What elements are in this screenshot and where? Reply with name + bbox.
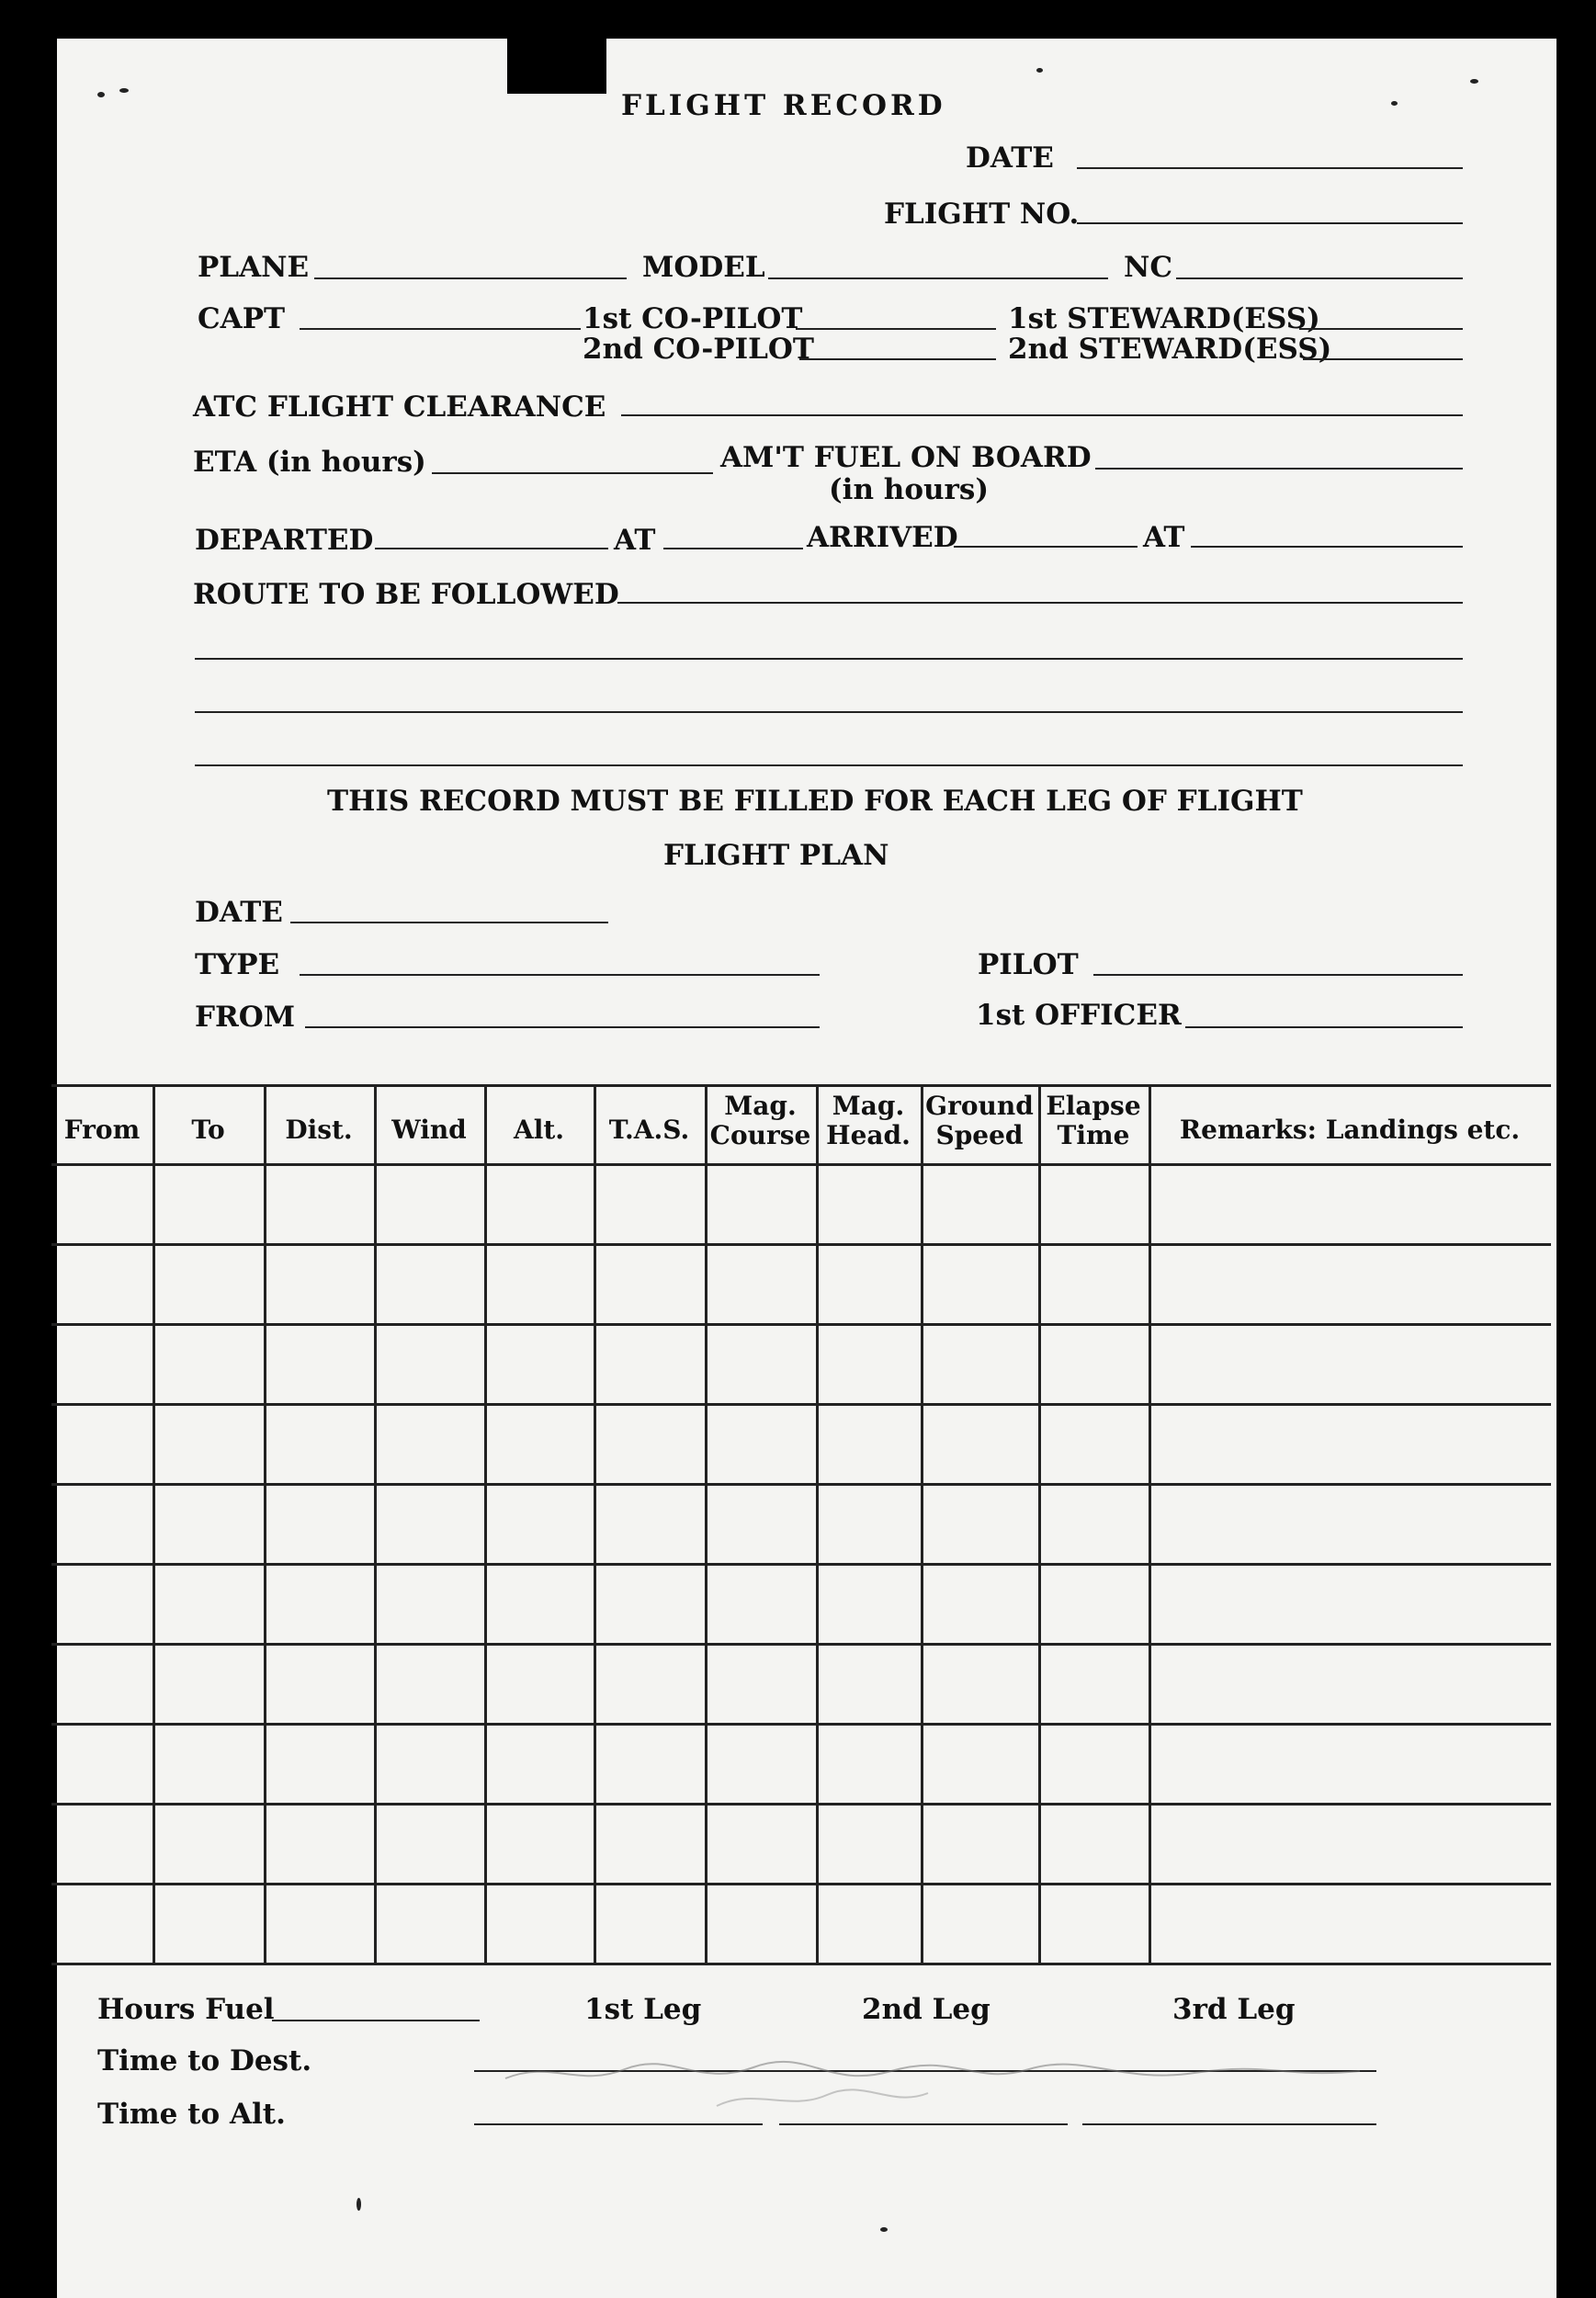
plane-field[interactable] (314, 277, 627, 279)
table-cell[interactable] (51, 1803, 153, 1883)
table-cell[interactable] (484, 1803, 594, 1883)
table-cell[interactable] (816, 1563, 921, 1643)
table-header-line: Elapse (1046, 1091, 1141, 1121)
table-header-cell (264, 1115, 374, 1145)
table-cell[interactable] (374, 1563, 484, 1643)
table-cell[interactable] (153, 1723, 264, 1803)
table-cell[interactable] (51, 1403, 153, 1483)
table-cell[interactable] (51, 1243, 153, 1323)
table-header-cell (921, 1092, 1038, 1150)
route-field-1[interactable] (617, 602, 1463, 604)
table-cell[interactable] (816, 1643, 921, 1723)
hours-fuel-label: Hours Fuel (97, 1993, 275, 2026)
table-cell[interactable] (816, 1803, 921, 1883)
table-header-cell (153, 1115, 264, 1145)
table-cell[interactable] (374, 1643, 484, 1723)
table-cell[interactable] (1149, 1243, 1551, 1323)
table-cell[interactable] (1149, 1563, 1551, 1643)
table-cell[interactable] (264, 1483, 374, 1563)
steward2-field[interactable] (1303, 358, 1463, 360)
handwritten-scribble (496, 2051, 1378, 2115)
copilot1-field[interactable] (796, 328, 996, 330)
table-cell[interactable] (484, 1243, 594, 1323)
table-cell[interactable] (374, 1323, 484, 1403)
departed-field[interactable] (375, 548, 608, 549)
table-header-line: To (191, 1115, 225, 1145)
table-cell[interactable] (51, 1483, 153, 1563)
table-header-cell (705, 1092, 816, 1150)
table-cell[interactable] (921, 1403, 1038, 1483)
table-cell[interactable] (594, 1243, 705, 1323)
plan-from-label: FROM (195, 1001, 296, 1034)
table-cell[interactable] (264, 1323, 374, 1403)
capt-label: CAPT (198, 302, 286, 335)
table-cell[interactable] (51, 1883, 153, 1963)
table-cell[interactable] (1038, 1803, 1149, 1883)
plan-pilot-label: PILOT (978, 948, 1079, 981)
table-cell[interactable] (705, 1803, 816, 1883)
fuel-sub-label: (in hours) (829, 473, 989, 506)
plan-pilot-field[interactable] (1093, 974, 1463, 976)
plan-from-field[interactable] (305, 1026, 820, 1028)
table-cell[interactable] (1038, 1403, 1149, 1483)
table-cell[interactable] (816, 1243, 921, 1323)
atc-field[interactable] (621, 414, 1463, 416)
route-field-2[interactable] (195, 658, 1463, 660)
table-row-divider (51, 1963, 1551, 1965)
route-field-3[interactable] (195, 711, 1463, 713)
table-cell[interactable] (264, 1563, 374, 1643)
flight-plan-title: FLIGHT PLAN (663, 839, 889, 872)
table-cell[interactable] (1038, 1643, 1149, 1723)
departed-label: DEPARTED (195, 524, 374, 557)
table-cell[interactable] (1038, 1563, 1149, 1643)
table-cell[interactable] (705, 1883, 816, 1963)
table-cell[interactable] (1149, 1323, 1551, 1403)
capt-field[interactable] (300, 328, 581, 330)
table-header-cell (1038, 1092, 1149, 1150)
table-cell[interactable] (705, 1483, 816, 1563)
table-cell[interactable] (51, 1163, 153, 1243)
table-cell[interactable] (1038, 1243, 1149, 1323)
time-dest-label: Time to Dest. (97, 2044, 312, 2077)
table-cell[interactable] (484, 1883, 594, 1963)
table-header-line: Time (1057, 1120, 1130, 1151)
flight-no-field[interactable] (1077, 222, 1463, 224)
table-cell[interactable] (1149, 1643, 1551, 1723)
table-cell[interactable] (594, 1163, 705, 1243)
table-cell[interactable] (816, 1163, 921, 1243)
table-cell[interactable] (921, 1323, 1038, 1403)
at1-label: AT (614, 524, 656, 557)
table-cell[interactable] (153, 1403, 264, 1483)
table-cell[interactable] (484, 1323, 594, 1403)
leg1-label: 1st Leg (584, 1993, 702, 2026)
plan-officer-label: 1st OFFICER (976, 999, 1182, 1032)
table-header-cell (374, 1115, 484, 1145)
notice-text: THIS RECORD MUST BE FILLED FOR EACH LEG OF FLIGHT (327, 785, 1303, 818)
table-cell[interactable] (921, 1483, 1038, 1563)
table-cell[interactable] (51, 1323, 153, 1403)
plan-date-field[interactable] (290, 922, 608, 923)
table-header-line: Course (709, 1120, 811, 1151)
table-header-cell (51, 1115, 153, 1145)
table-cell[interactable] (264, 1403, 374, 1483)
table-cell[interactable] (264, 1723, 374, 1803)
fuel-field[interactable] (1095, 468, 1463, 470)
scan-speck (1470, 79, 1478, 84)
at1-field[interactable] (663, 548, 803, 549)
copilot2-label: 2nd CO-PILOT (583, 333, 814, 366)
copilot2-field[interactable] (799, 358, 996, 360)
table-cell[interactable] (374, 1883, 484, 1963)
arrived-label: ARRIVED (807, 521, 958, 554)
table-header-line: Dist. (285, 1115, 353, 1145)
eta-label: ETA (in hours) (193, 446, 426, 479)
flight-no-label: FLIGHT NO. (884, 198, 1080, 231)
table-header-cell (1149, 1115, 1551, 1145)
time-alt-label: Time to Alt. (97, 2098, 286, 2131)
table-header-line: T.A.S. (608, 1115, 690, 1145)
time-alt-field-1[interactable] (474, 2123, 763, 2125)
nc-field[interactable] (1176, 277, 1463, 279)
steward1-field[interactable] (1299, 328, 1463, 330)
table-cell[interactable] (594, 1883, 705, 1963)
table-cell[interactable] (816, 1403, 921, 1483)
table-header-line: Speed (935, 1120, 1024, 1151)
table-header-line: Alt. (513, 1115, 565, 1145)
table-cell[interactable] (816, 1483, 921, 1563)
table-cell[interactable] (1038, 1163, 1149, 1243)
table-cell[interactable] (921, 1563, 1038, 1643)
route-field-4[interactable] (195, 764, 1463, 766)
table-header-line: From (63, 1115, 141, 1145)
table-header-line: Mag. (832, 1091, 905, 1121)
atc-label: ATC FLIGHT CLEARANCE (193, 391, 606, 424)
table-cell[interactable] (921, 1723, 1038, 1803)
scan-speck (357, 2198, 361, 2211)
table-cell[interactable] (921, 1883, 1038, 1963)
copilot1-label: 1st CO-PILOT (583, 302, 803, 335)
table-cell[interactable] (374, 1403, 484, 1483)
table-header-line: Remarks: Landings etc. (1179, 1115, 1521, 1145)
table-cell[interactable] (153, 1163, 264, 1243)
table-cell[interactable] (1038, 1323, 1149, 1403)
table-cell[interactable] (705, 1563, 816, 1643)
table-cell[interactable] (921, 1243, 1038, 1323)
nc-label: NC (1124, 251, 1173, 284)
steward1-label: 1st STEWARD(ESS) (1008, 302, 1320, 335)
arrived-field[interactable] (954, 546, 1138, 548)
plan-type-label: TYPE (195, 948, 280, 981)
table-cell[interactable] (153, 1483, 264, 1563)
eta-field[interactable] (432, 472, 713, 474)
table-cell[interactable] (264, 1163, 374, 1243)
table-cell[interactable] (264, 1803, 374, 1883)
table-row-divider (51, 1084, 1551, 1087)
table-cell[interactable] (594, 1563, 705, 1643)
table-cell[interactable] (921, 1643, 1038, 1723)
table-cell[interactable] (1038, 1883, 1149, 1963)
scan-speck (880, 2227, 888, 2232)
scan-speck (1036, 68, 1043, 73)
table-cell[interactable] (153, 1643, 264, 1723)
table-cell[interactable] (594, 1723, 705, 1803)
hours-fuel-field[interactable] (272, 2020, 480, 2021)
table-cell[interactable] (153, 1803, 264, 1883)
table-cell[interactable] (1038, 1723, 1149, 1803)
table-cell[interactable] (1149, 1163, 1551, 1243)
table-cell[interactable] (1149, 1803, 1551, 1883)
table-cell[interactable] (264, 1243, 374, 1323)
table-cell[interactable] (484, 1483, 594, 1563)
table-cell[interactable] (816, 1883, 921, 1963)
table-cell[interactable] (816, 1723, 921, 1803)
table-cell[interactable] (51, 1723, 153, 1803)
form-title: FLIGHT RECORD (621, 89, 946, 122)
table-cell[interactable] (153, 1563, 264, 1643)
table-cell[interactable] (374, 1803, 484, 1883)
table-cell[interactable] (816, 1323, 921, 1403)
time-alt-field-3[interactable] (1082, 2123, 1376, 2125)
table-cell[interactable] (921, 1163, 1038, 1243)
table-cell[interactable] (374, 1243, 484, 1323)
table-cell[interactable] (1149, 1723, 1551, 1803)
table-header-line: Head. (826, 1120, 911, 1151)
table-cell[interactable] (705, 1243, 816, 1323)
table-header-cell (484, 1115, 594, 1145)
table-cell[interactable] (484, 1163, 594, 1243)
table-cell[interactable] (484, 1643, 594, 1723)
scan-speck (97, 92, 105, 97)
leg2-label: 2nd Leg (862, 1993, 990, 2026)
fuel-label: AM'T FUEL ON BOARD (720, 441, 1092, 474)
table-cell[interactable] (1149, 1403, 1551, 1483)
leg3-label: 3rd Leg (1172, 1993, 1296, 2026)
route-label: ROUTE TO BE FOLLOWED (193, 578, 619, 611)
table-cell[interactable] (264, 1643, 374, 1723)
plane-label: PLANE (198, 251, 310, 284)
plan-date-label: DATE (195, 896, 283, 929)
table-cell[interactable] (1038, 1483, 1149, 1563)
model-field[interactable] (768, 277, 1108, 279)
table-cell[interactable] (484, 1403, 594, 1483)
table-cell[interactable] (705, 1323, 816, 1403)
table-cell[interactable] (153, 1883, 264, 1963)
table-cell[interactable] (705, 1643, 816, 1723)
table-cell[interactable] (705, 1403, 816, 1483)
table-cell[interactable] (153, 1243, 264, 1323)
table-cell[interactable] (594, 1403, 705, 1483)
table-cell[interactable] (594, 1803, 705, 1883)
table-cell[interactable] (594, 1643, 705, 1723)
date-label: DATE (966, 142, 1054, 175)
at2-field[interactable] (1191, 546, 1463, 548)
table-cell[interactable] (921, 1803, 1038, 1883)
table-cell[interactable] (51, 1643, 153, 1723)
table-cell[interactable] (705, 1163, 816, 1243)
table-header-cell (594, 1115, 705, 1145)
table-cell[interactable] (594, 1483, 705, 1563)
punch-tab (507, 37, 606, 94)
table-cell[interactable] (264, 1883, 374, 1963)
table-header-line: Wind (391, 1115, 467, 1145)
date-field[interactable] (1077, 167, 1463, 169)
table-header-line: Ground (925, 1091, 1034, 1121)
time-alt-field-2[interactable] (779, 2123, 1068, 2125)
table-cell[interactable] (1149, 1483, 1551, 1563)
at2-label: AT (1143, 521, 1185, 554)
table-header-cell (816, 1092, 921, 1150)
model-label: MODEL (642, 251, 765, 284)
scan-speck (1391, 101, 1398, 106)
steward2-label: 2nd STEWARD(ESS) (1008, 333, 1332, 366)
table-cell[interactable] (374, 1483, 484, 1563)
plan-officer-field[interactable] (1185, 1026, 1463, 1028)
table-cell[interactable] (484, 1723, 594, 1803)
table-cell[interactable] (374, 1723, 484, 1803)
table-cell[interactable] (374, 1163, 484, 1243)
scan-speck (119, 88, 129, 93)
table-cell[interactable] (153, 1323, 264, 1403)
plan-type-field[interactable] (300, 974, 820, 976)
table-cell[interactable] (594, 1323, 705, 1403)
table-header-line: Mag. (724, 1091, 797, 1121)
table-cell[interactable] (1149, 1883, 1551, 1963)
table-cell[interactable] (484, 1563, 594, 1643)
table-cell[interactable] (51, 1563, 153, 1643)
table-cell[interactable] (705, 1723, 816, 1803)
